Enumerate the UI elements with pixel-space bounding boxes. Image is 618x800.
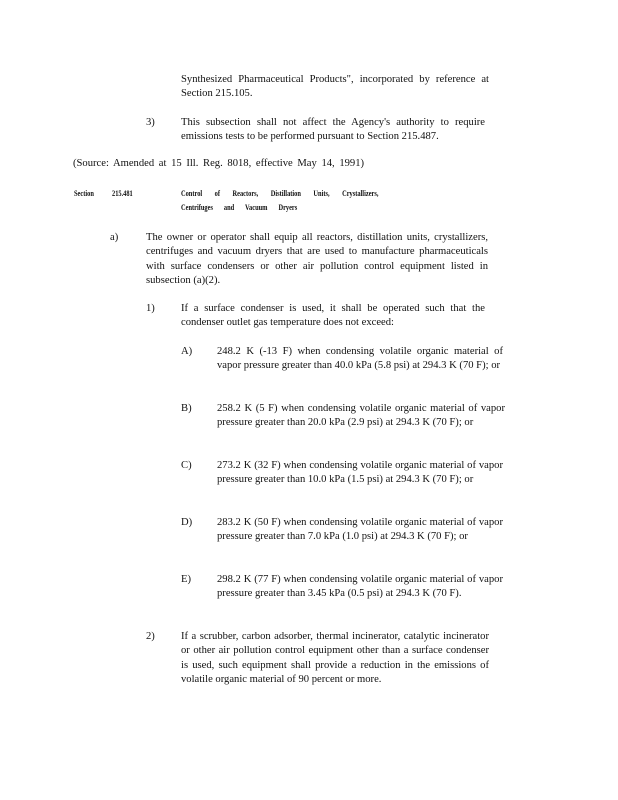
sub-item-number: E) [181, 574, 191, 585]
item-3-number: 3) [146, 117, 155, 128]
sub-item-text: 248.2 K (-13 F) when condensing volatile organic material of vapor pressure greater than 40.0 kPa (5.8 psi) at 294.3 K (70 F); or [217, 346, 503, 372]
item-3-text: This subsection shall not affect the Agency's authority to require emissions tests to be performed pursuant to Section 215.487. [181, 117, 485, 143]
para-2-text: If a scrubber, carbon adsorber, thermal incinerator, catalytic incinerator or other air pollution control equipment other than a surface condenser is used, such equipment shall provide a reduction in the emissions of volatile organic material of 90 percent or more. [181, 631, 489, 686]
para-1-number: 1) [146, 303, 155, 314]
section-title-line-2: Centrifuges and Vacuum Dryers [181, 203, 298, 212]
section-label: Section [74, 189, 94, 198]
sub-item-text: 298.2 K (77 F) when condensing volatile organic material of vapor pressure greater than 3.45 kPa (0.5 psi) at 294.3 K (70 F). [217, 574, 503, 600]
sub-item-number: D) [181, 517, 193, 528]
sub-item-text: 258.2 K (5 F) when condensing volatile organic material of vapor pressure greater than 20.0 kPa (2.9 psi) at 294.3 K (70 F); or [217, 403, 505, 429]
para-a-text: The owner or operator shall equip all reactors, distillation units, crystallizers, centrifuges and vacuum dryers that are used to manufacture pharmaceuticals with surface condensers or other air pollution control equipment listed in subsection (a)(2). [146, 232, 488, 287]
source-note: (Source: Amended at 15 Ill. Reg. 8018, effective May 14, 1991) [73, 158, 365, 169]
sub-item-text: 273.2 K (32 F) when condensing volatile organic material of vapor pressure greater than 10.0 kPa (1.5 psi) at 294.3 K (70 F); or [217, 460, 503, 486]
sub-item-number: C) [181, 460, 192, 471]
section-number: 215.481 [112, 189, 133, 198]
para-a-number: a) [110, 232, 119, 243]
para-2-number: 2) [146, 631, 155, 642]
sub-item-number: B) [181, 403, 192, 414]
top-continuation-text: Synthesized Pharmaceutical Products", incorporated by reference at Section 215.105. [181, 74, 489, 100]
sub-item-number: A) [181, 346, 193, 357]
sub-item-text: 283.2 K (50 F) when condensing volatile organic material of vapor pressure greater than 7.0 kPa (1.0 psi) at 294.3 K (70 F); or [217, 517, 503, 543]
section-title-line-1: Control of Reactors, Distillation Units, Crystallizers, [181, 189, 379, 198]
para-1-text: If a surface condenser is used, it shall be operated such that the condenser outlet gas temperature does not exceed: [181, 303, 485, 329]
